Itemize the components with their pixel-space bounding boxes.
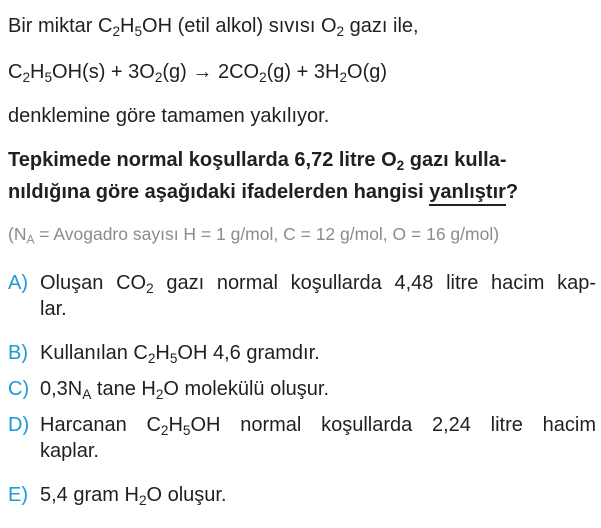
- equation-text: (g) → 2CO: [162, 61, 260, 83]
- subscript: 2: [155, 386, 164, 402]
- question-line-2: [8, 180, 518, 204]
- question-line-1: [8, 148, 596, 172]
- option-text: [40, 270, 596, 296]
- given-data-note: [8, 222, 499, 246]
- note-text: = Avogadro sayısı H = 1 g/mol, C = 12 g/mol, O = 16 g/mol): [34, 224, 500, 244]
- equation-text: OH(s) + 3O: [52, 61, 155, 83]
- subscript: 2: [147, 350, 156, 366]
- option-text-part: 0,3N: [40, 378, 83, 400]
- question-text: Tepkimede normal koşullarda 6,72 litre O: [8, 149, 397, 171]
- question-text: gazı kulla-: [404, 149, 507, 171]
- option-text: [40, 340, 596, 366]
- subscript: 2: [259, 69, 267, 85]
- note-text: (N: [8, 224, 27, 244]
- subscript: 2: [160, 422, 169, 438]
- subscript: 2: [154, 69, 163, 85]
- option-letter: C): [8, 378, 30, 400]
- equation-text: (g) + 3H: [266, 61, 340, 83]
- intro-line-3: denklemine göre tamamen yakılıyor.: [8, 105, 330, 127]
- option-letter: E): [8, 484, 28, 506]
- subscript: 5: [169, 350, 178, 366]
- option-text-continued: lar.: [40, 298, 67, 320]
- subscript: 2: [138, 492, 147, 508]
- option-text-part: 5,4 gram H: [40, 484, 139, 506]
- option-letter: B): [8, 342, 28, 364]
- option-e[interactable]: [8, 482, 596, 508]
- option-text: [40, 412, 596, 438]
- intro-text: H: [120, 15, 135, 37]
- subscript: 2: [339, 69, 348, 85]
- option-text-part: Kullanılan C: [40, 342, 148, 364]
- option-text-part: OH 4,6 gramdır.: [177, 342, 320, 364]
- option-text-part: H: [155, 342, 170, 364]
- equation-text: H: [30, 61, 45, 83]
- intro-text: gazı ile,: [344, 15, 419, 37]
- option-c[interactable]: [8, 376, 596, 402]
- option-letter: A): [8, 272, 28, 294]
- subscript: A: [82, 386, 92, 402]
- subscript: 2: [146, 280, 154, 296]
- emphasis-underlined: yanlıştır: [429, 181, 506, 206]
- option-a[interactable]: [8, 270, 596, 322]
- option-text-part: gazı normal koşullarda 4,48 litre hacim kap-: [153, 272, 596, 294]
- subscript: A: [26, 232, 35, 247]
- option-text: [40, 376, 596, 402]
- option-text-part: tane H: [91, 378, 156, 400]
- intro-line-1: [8, 14, 419, 38]
- option-text-part: Harcanan C: [40, 414, 161, 436]
- option-text-part: OH normal koşullarda 2,24 litre hacim: [190, 414, 596, 436]
- option-text-part: O molekülü oluşur.: [163, 378, 330, 400]
- option-b[interactable]: [8, 340, 596, 366]
- subscript: 5: [44, 69, 53, 85]
- reaction-equation: [8, 60, 387, 84]
- subscript: 2: [22, 69, 31, 85]
- subscript: 2: [112, 23, 121, 39]
- intro-text: Bir miktar C: [8, 15, 113, 37]
- equation-text: O(g): [347, 61, 388, 83]
- option-text-continued: kaplar.: [40, 440, 99, 462]
- option-d[interactable]: [8, 412, 596, 464]
- option-text-part: O oluşur.: [146, 484, 227, 506]
- subscript: 2: [396, 157, 405, 173]
- option-text-part: H: [168, 414, 183, 436]
- equation-text: C: [8, 61, 23, 83]
- subscript: 2: [336, 23, 345, 39]
- question-text: nıldığına göre aşağıdaki ifadelerden hangisi: [8, 181, 430, 203]
- subscript: 5: [134, 23, 143, 39]
- option-text: [40, 482, 596, 508]
- option-text-part: Oluşan CO: [40, 272, 147, 294]
- subscript: 5: [182, 422, 191, 438]
- question-mark: ?: [505, 181, 519, 203]
- option-letter: D): [8, 414, 30, 436]
- intro-text: OH (etil alkol) sıvısı O: [142, 15, 337, 37]
